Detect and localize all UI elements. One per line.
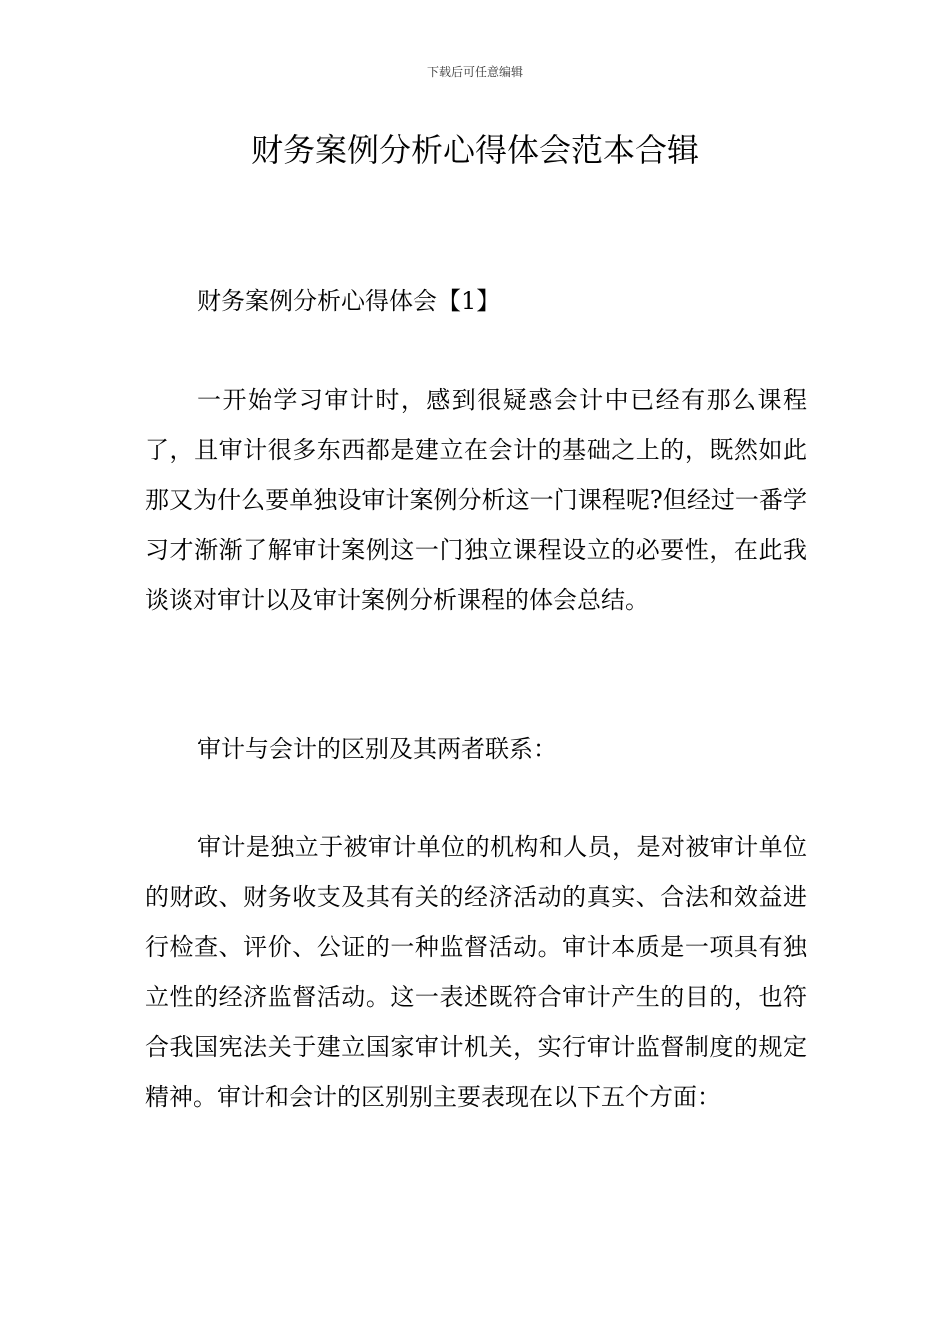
subheading-audit-vs-accounting: 审计与会计的区别及其两者联系： bbox=[197, 735, 557, 763]
document-title: 财务案例分析心得体会范本合辑 bbox=[250, 131, 699, 169]
paragraph-intro: 一开始学习审计时，感到很疑惑会计中已经有那么课程了，且审计很多东西都是建立在会计的基础之上的，既然如此那又为什么要单独设审计案例分析这一门课程呢?但经过一番学习才渐渐了解审计案例这一门独立课程设立的必要性，在此我谈谈对审计以及审计案例分析课程的体会总结。 bbox=[145, 386, 807, 614]
paragraph-audit-definition: 审计是独立于被审计单位的机构和人员，是对被审计单位的财政、财务收支及其有关的经济活动的真实、合法和效益进行检查、评价、公证的一种监督活动。审计本质是一项具有独立性的经济监督活动。这一表述既符合审计产生的目的，也符合我国宪法关于建立国家审计机关，实行审计监督制度的规定精神。审计和会计的区别别主要表现在以下五个方面： bbox=[145, 833, 807, 1111]
section-heading: 财务案例分析心得体会【1】 bbox=[197, 287, 501, 315]
header-note: 下载后可任意编辑 bbox=[426, 65, 523, 79]
